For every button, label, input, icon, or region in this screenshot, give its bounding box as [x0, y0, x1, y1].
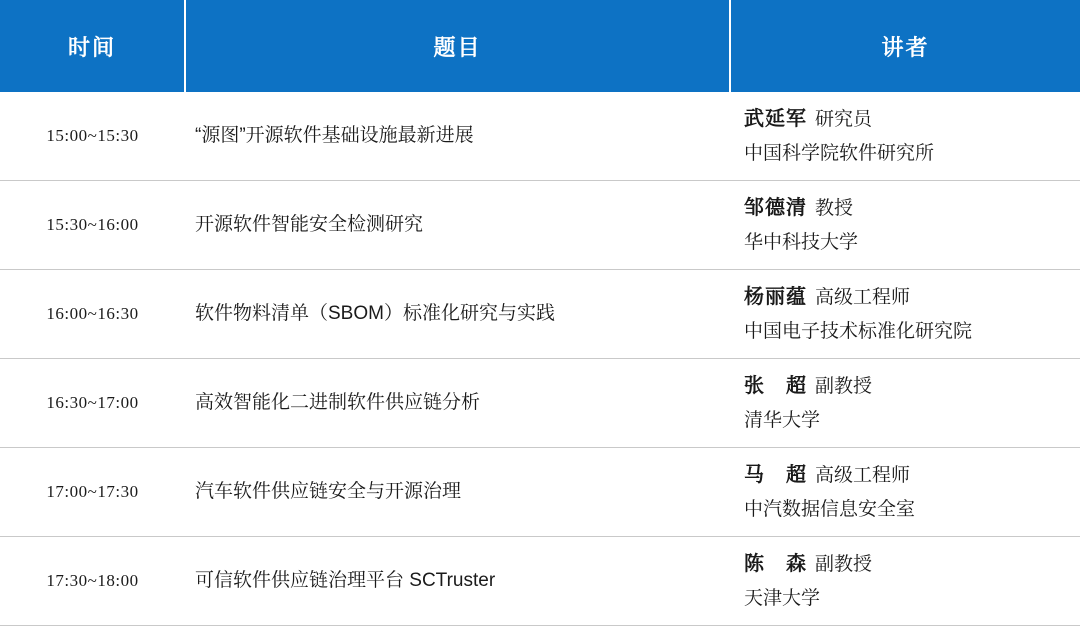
- speaker-name: 邹德清: [744, 196, 807, 219]
- cell-speaker: [730, 359, 1080, 448]
- table-row: [0, 181, 1080, 270]
- speaker-title: 副教授: [815, 553, 873, 575]
- speaker-affiliation: 中国电子技术标准化研究院: [744, 320, 973, 342]
- speaker-title: 研究员: [815, 108, 873, 130]
- speaker-title: 副教授: [815, 375, 873, 397]
- table-row: [0, 448, 1080, 537]
- table-row: [0, 359, 1080, 448]
- cell-time: 16:30~17:00: [0, 359, 185, 448]
- cell-time: 15:30~16:00: [0, 181, 185, 270]
- speaker-line: [744, 283, 1070, 312]
- cell-topic: 可信软件供应链治理平台 SCTruster: [185, 537, 730, 626]
- cell-topic: 软件物料清单（SBOM）标准化研究与实践: [185, 270, 730, 359]
- speaker-name: 杨丽蕴: [744, 285, 807, 308]
- cell-speaker: [730, 181, 1080, 270]
- speaker-line: [744, 461, 1070, 490]
- speaker-line: [744, 194, 1070, 223]
- table-body: [0, 92, 1080, 626]
- cell-time: 17:30~18:00: [0, 537, 185, 626]
- speaker-title: 高级工程师: [815, 464, 911, 486]
- speaker-affiliation: 中汽数据信息安全室: [744, 498, 916, 520]
- cell-topic: 高效智能化二进制软件供应链分析: [185, 359, 730, 448]
- cell-time: 16:00~16:30: [0, 270, 185, 359]
- speaker-line: [744, 550, 1070, 579]
- column-header-speaker: 讲者: [730, 0, 1080, 92]
- cell-topic: “源图”开源软件基础设施最新进展: [185, 92, 730, 181]
- cell-topic: 汽车软件供应链安全与开源治理: [185, 448, 730, 537]
- cell-speaker: [730, 448, 1080, 537]
- speaker-name: 马 超: [744, 463, 807, 486]
- speaker-name: 张 超: [744, 374, 807, 397]
- speaker-affiliation: 清华大学: [744, 409, 821, 431]
- table-header-row: [0, 0, 1080, 92]
- speaker-line: [744, 372, 1070, 401]
- speaker-line: [744, 105, 1070, 134]
- table-row: [0, 270, 1080, 359]
- table-header: [0, 0, 1080, 92]
- cell-speaker: [730, 270, 1080, 359]
- cell-topic: 开源软件智能安全检测研究: [185, 181, 730, 270]
- cell-speaker: [730, 92, 1080, 181]
- cell-speaker: [730, 537, 1080, 626]
- cell-time: 17:00~17:30: [0, 448, 185, 537]
- speaker-title: 高级工程师: [815, 286, 911, 308]
- column-header-time: 时间: [0, 0, 185, 92]
- column-header-topic: 题目: [185, 0, 730, 92]
- table-row: [0, 537, 1080, 626]
- table-row: [0, 92, 1080, 181]
- speaker-affiliation: 天津大学: [744, 587, 821, 609]
- speaker-affiliation: 华中科技大学: [744, 231, 859, 253]
- speaker-title: 教授: [815, 197, 854, 219]
- speaker-name: 武延军: [744, 107, 807, 130]
- speaker-affiliation: 中国科学院软件研究所: [744, 142, 935, 164]
- cell-time: 15:00~15:30: [0, 92, 185, 181]
- speaker-name: 陈 森: [744, 552, 807, 575]
